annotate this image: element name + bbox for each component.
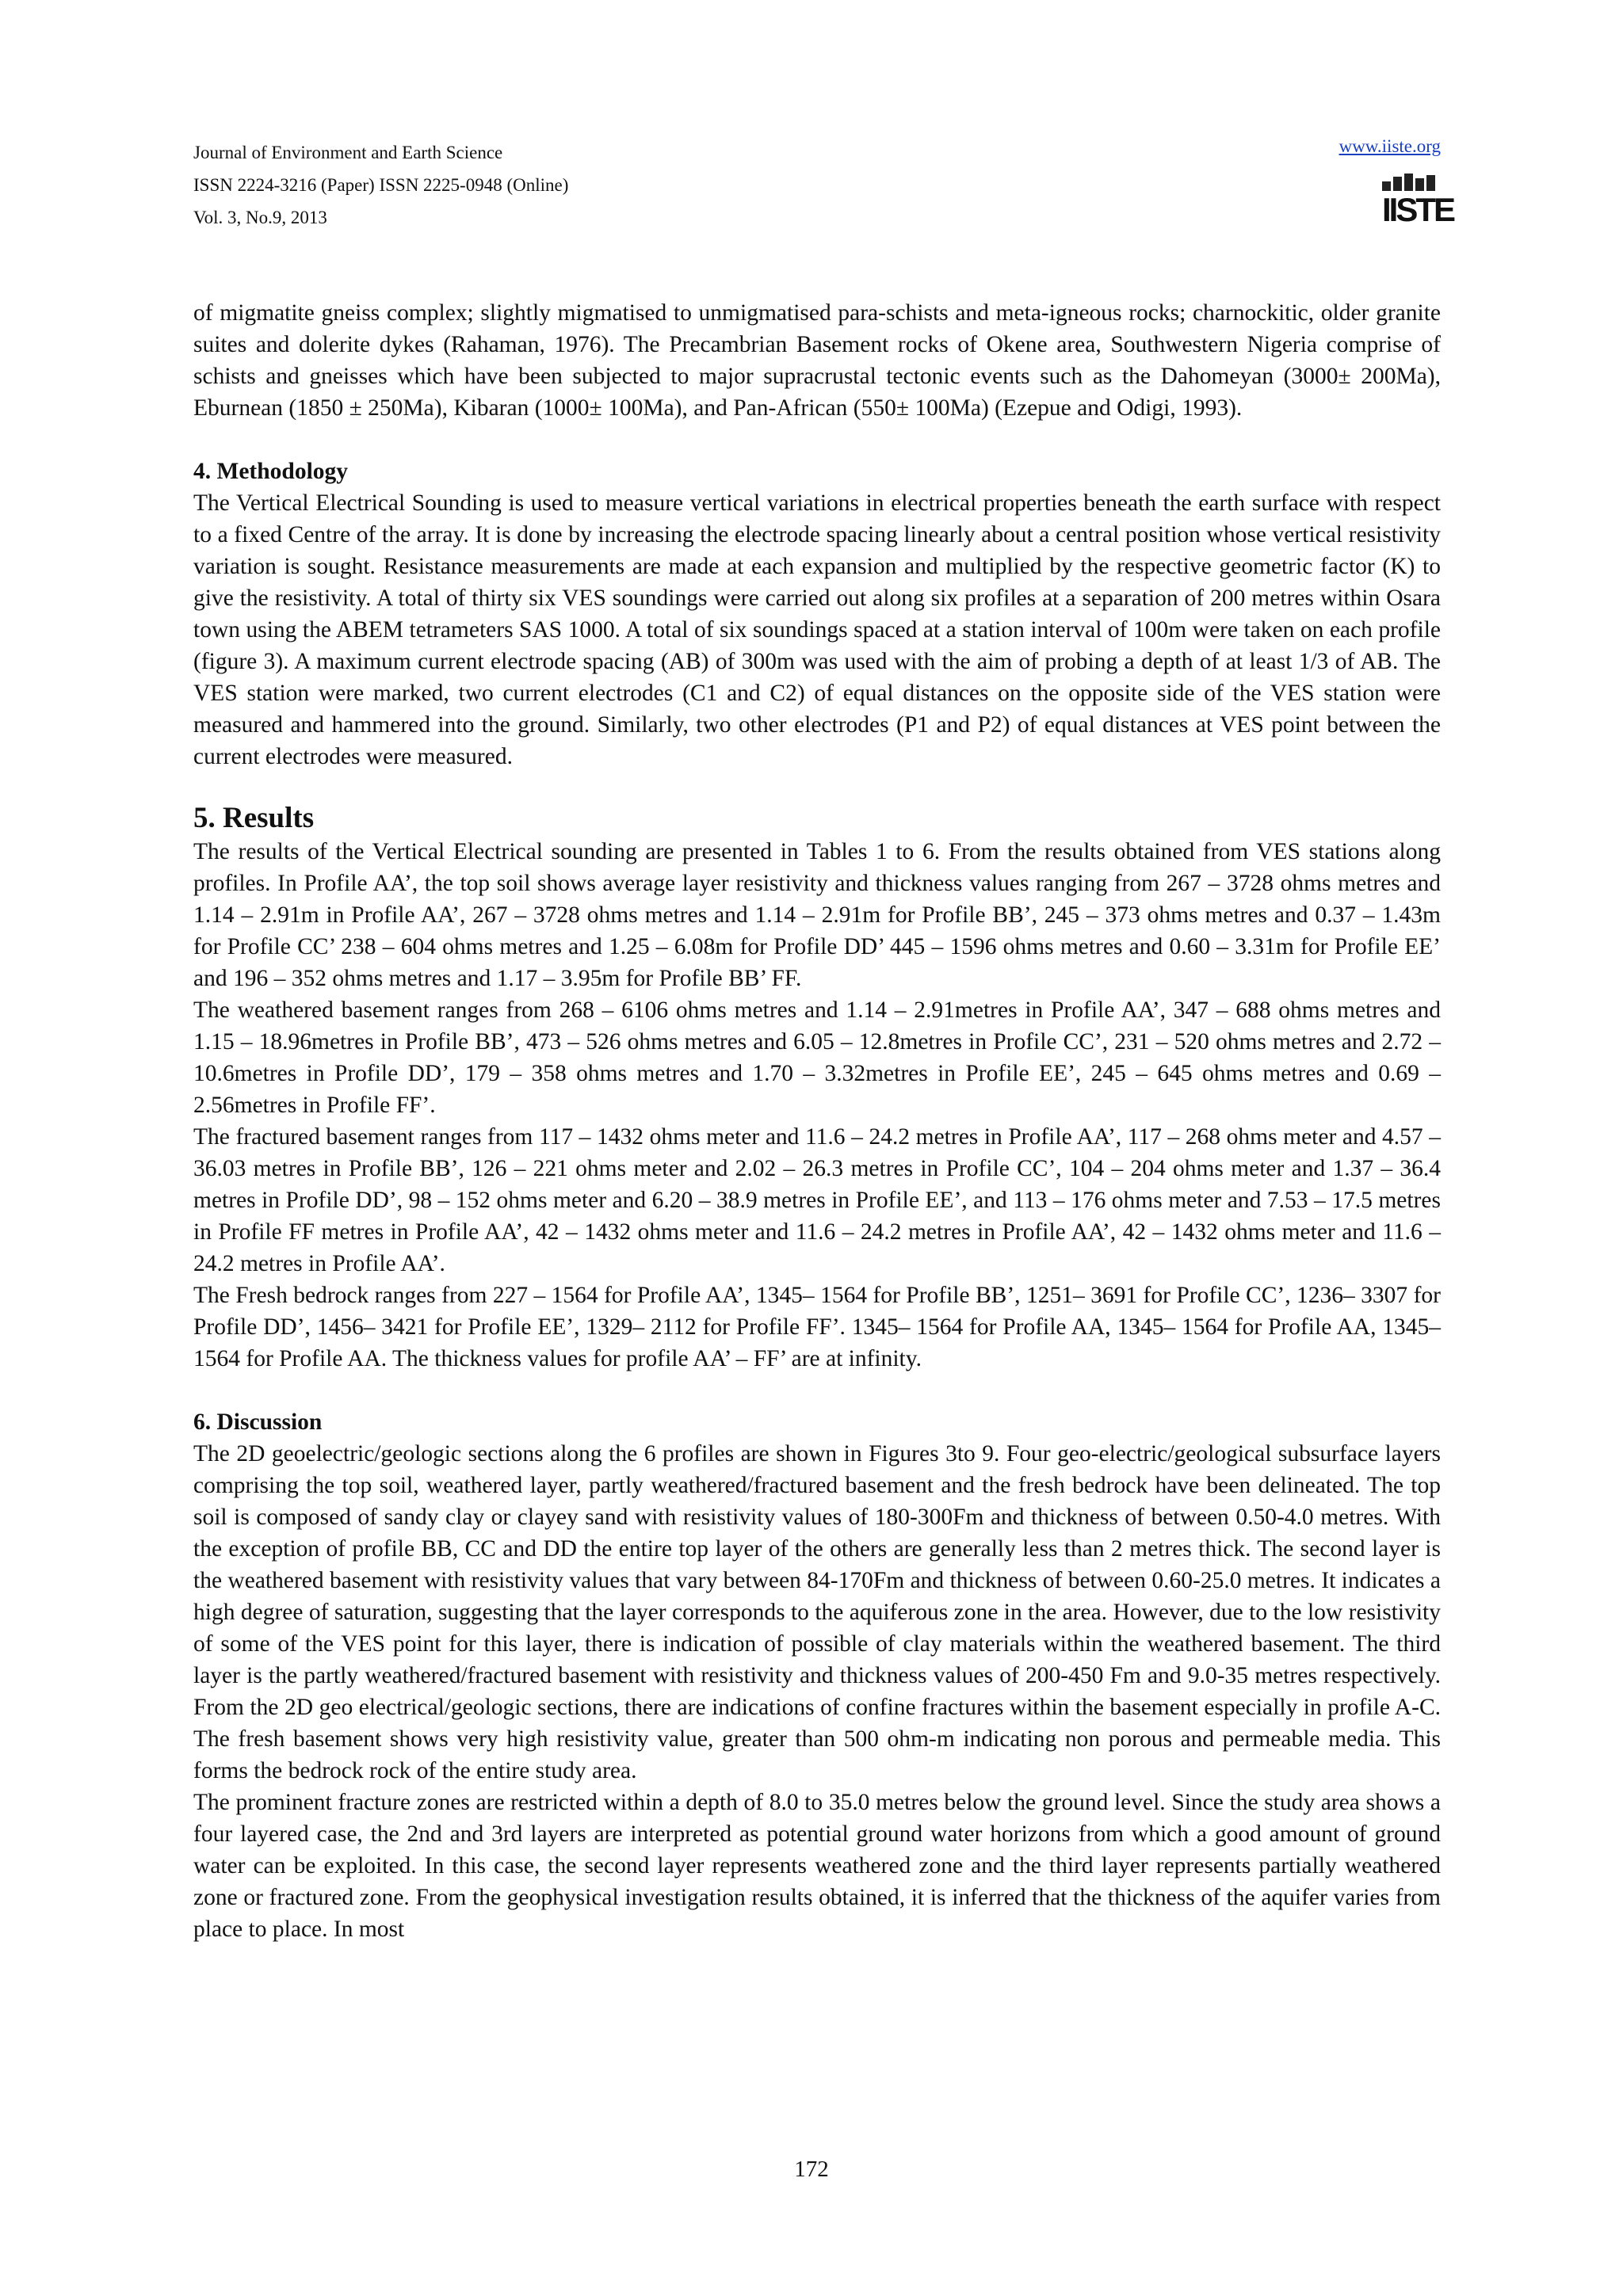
iiste-logo [1382,174,1454,231]
results-paragraph: The weathered basement ranges from 268 – 6106 ohms metres and 1.14 – 2.91metres in Profile AA’, 347 – 688 ohms metres and 1.15 – 18.96metres in Profile BB’, 473 – 526 ohms metres and 6.05 – 12.8metres in Profile CC’, 231 – 520 ohms metres and 2.72 – 10.6metres in Profile DD’, 179 – 358 ohms metres and 1.70 – 3.32metres in Profile EE’, 245 – 645 ohms metres and 0.69 – 2.56metres in Profile FF’. [193,997,1441,1118]
journal-issn: ISSN 2224-3216 (Paper) ISSN 2225-0948 (Online) [193,175,569,195]
results-paragraph: The Fresh bedrock ranges from 227 – 1564 for Profile AA’, 1345– 1564 for Profile BB’, 1251– 3691 for Profile CC’, 1236– 3307 for Profile DD’, 1456– 3421 for Profile EE’, 1329– 2112 for Profile FF’. 1345– 1564 for Profile AA, 1345– 1564 for Profile AA, 1345– 1564 for Profile AA. The thickness values for profile AA’ – FF’ are at infinity. [193,1283,1441,1371]
discussion-heading: 6. Discussion [193,1409,323,1435]
methodology-paragraph: The Vertical Electrical Sounding is used to measure vertical variations in electrical properties beneath the earth surface with respect to a fixed Centre of the array. It is done by increasing the electrode spacing linearly about a central position whose vertical resistivity variation is sought. Resistance measurements are made at each expansion and multiplied by the respective geometric factor (K) to give the resistivity. A total of thirty six VES soundings were carried out along six profiles at a separation of 200 metres within Osara town using the ABEM tetrameters SAS 1000. A total of six soundings spaced at a station interval of 100m were taken on each profile (figure 3). A maximum current electrode spacing (AB) of 300m was used with the aim of probing a depth of at least 1/3 of AB. The VES station were marked, two current electrodes (C1 and C2) of equal distances on the opposite side of the VES station were measured and hammered into the ground. Similarly, two other electrodes (P1 and P2) of equal distances at VES point between the current electrodes were measured. [193,490,1441,769]
page-body [193,297,1441,1945]
website-link[interactable]: www.iiste.org [1338,136,1441,156]
page-number: 172 [794,2157,829,2182]
methodology-heading: 4. Methodology [193,459,349,484]
journal-title: Journal of Environment and Earth Science [193,143,503,162]
results-paragraph: The results of the Vertical Electrical sounding are presented in Tables 1 to 6. From the results obtained from VES stations along profiles. In Profile AA’, the top soil shows average layer resistivity and thickness values ranging from 267 – 3728 ohms metres and 1.14 – 2.91m in Profile AA’, 267 – 3728 ohms metres and 1.14 – 2.91m for Profile BB’, 245 – 373 ohms metres and 0.37 – 1.43m for Profile CC’ 238 – 604 ohms metres and 1.25 – 6.08m for Profile DD’ 445 – 1596 ohms metres and 0.60 – 3.31m for Profile EE’ and 196 – 352 ohms metres and 1.17 – 3.95m for Profile BB’ FF. [193,839,1441,991]
logo-text: IISTE [1382,191,1454,228]
journal-volume: Vol. 3, No.9, 2013 [193,208,327,227]
discussion-paragraph: The 2D geoelectric/geologic sections along the 6 profiles are shown in Figures 3to 9. Four geo-electric/geological subsurface layers comprising the top soil, weathered layer, partly weathered/fractured basement and the fresh bedrock have been delineated. The top soil is composed of sandy clay or clayey sand with resistivity values of 180-300Fm and thickness of between 0.50-4.0 metres. With the exception of profile BB, CC and DD the entire top layer of the others are generally less than 2 metres thick. The second layer is the weathered basement with resistivity values that vary between 84-170Fm and thickness of between 0.60-25.0 metres. It indicates a high degree of saturation, suggesting that the layer corresponds to the aquiferous zone in the area. However, due to the low resistivity of some of the VES point for this layer, there is indication of possible of clay materials within the weathered basement. The third layer is the partly weathered/fractured basement with resistivity and thickness values of 200-450 Fm and 9.0-35 metres respectively. From the 2D geo electrical/geologic sections, there are indications of confine fractures within the basement especially in profile A-C. The fresh basement shows very high resistivity value, greater than 500 ohm-m indicating non porous and permeable media. This forms the bedrock rock of the entire study area. [193,1441,1441,1783]
discussion-paragraph: The prominent fracture zones are restricted within a depth of 8.0 to 35.0 metres below the ground level. Since the study area shows a four layered case, the 2nd and 3rd layers are interpreted as potential ground water horizons from which a good amount of ground water can be exploited. In this case, the second layer represents weathered zone and the third layer represents partially weathered zone or fractured zone. From the geophysical investigation results obtained, it is inferred that the thickness of the aquifer varies from place to place. In most [193,1790,1441,1942]
journal-header [193,136,568,234]
results-paragraph: The fractured basement ranges from 117 – 1432 ohms meter and 11.6 – 24.2 metres in Profile AA’, 117 – 268 ohms meter and 4.57 – 36.03 metres in Profile BB’, 126 – 221 ohms meter and 2.02 – 26.3 metres in Profile CC’, 104 – 204 ohms meter and 1.37 – 36.4 metres in Profile DD’, 98 – 152 ohms meter and 6.20 – 38.9 metres in Profile EE’, and 113 – 176 ohms meter and 7.53 – 17.5 metres in Profile FF metres in Profile AA’, 42 – 1432 ohms meter and 11.6 – 24.2 metres in Profile AA’, 42 – 1432 ohms meter and 11.6 – 24.2 metres in Profile AA’. [193,1124,1441,1276]
results-heading: 5. Results [193,802,315,834]
logo-bars [1382,174,1441,191]
intro-paragraph: of migmatite gneiss complex; slightly migmatised to unmigmatised para-schists and meta-igneous rocks; charnockitic, older granite suites and dolerite dykes (Rahaman, 1976). The Precambrian Basement rocks of Okene area, Southwestern Nigeria comprise of schists and gneisses which have been subjected to major supracrustal tectonic events such as the Dahomeyan (3000± 200Ma), Eburnean (1850 ± 250Ma), Kibaran (1000± 100Ma), and Pan-African (550± 100Ma) (Ezepue and Odigi, 1993). [193,300,1441,421]
